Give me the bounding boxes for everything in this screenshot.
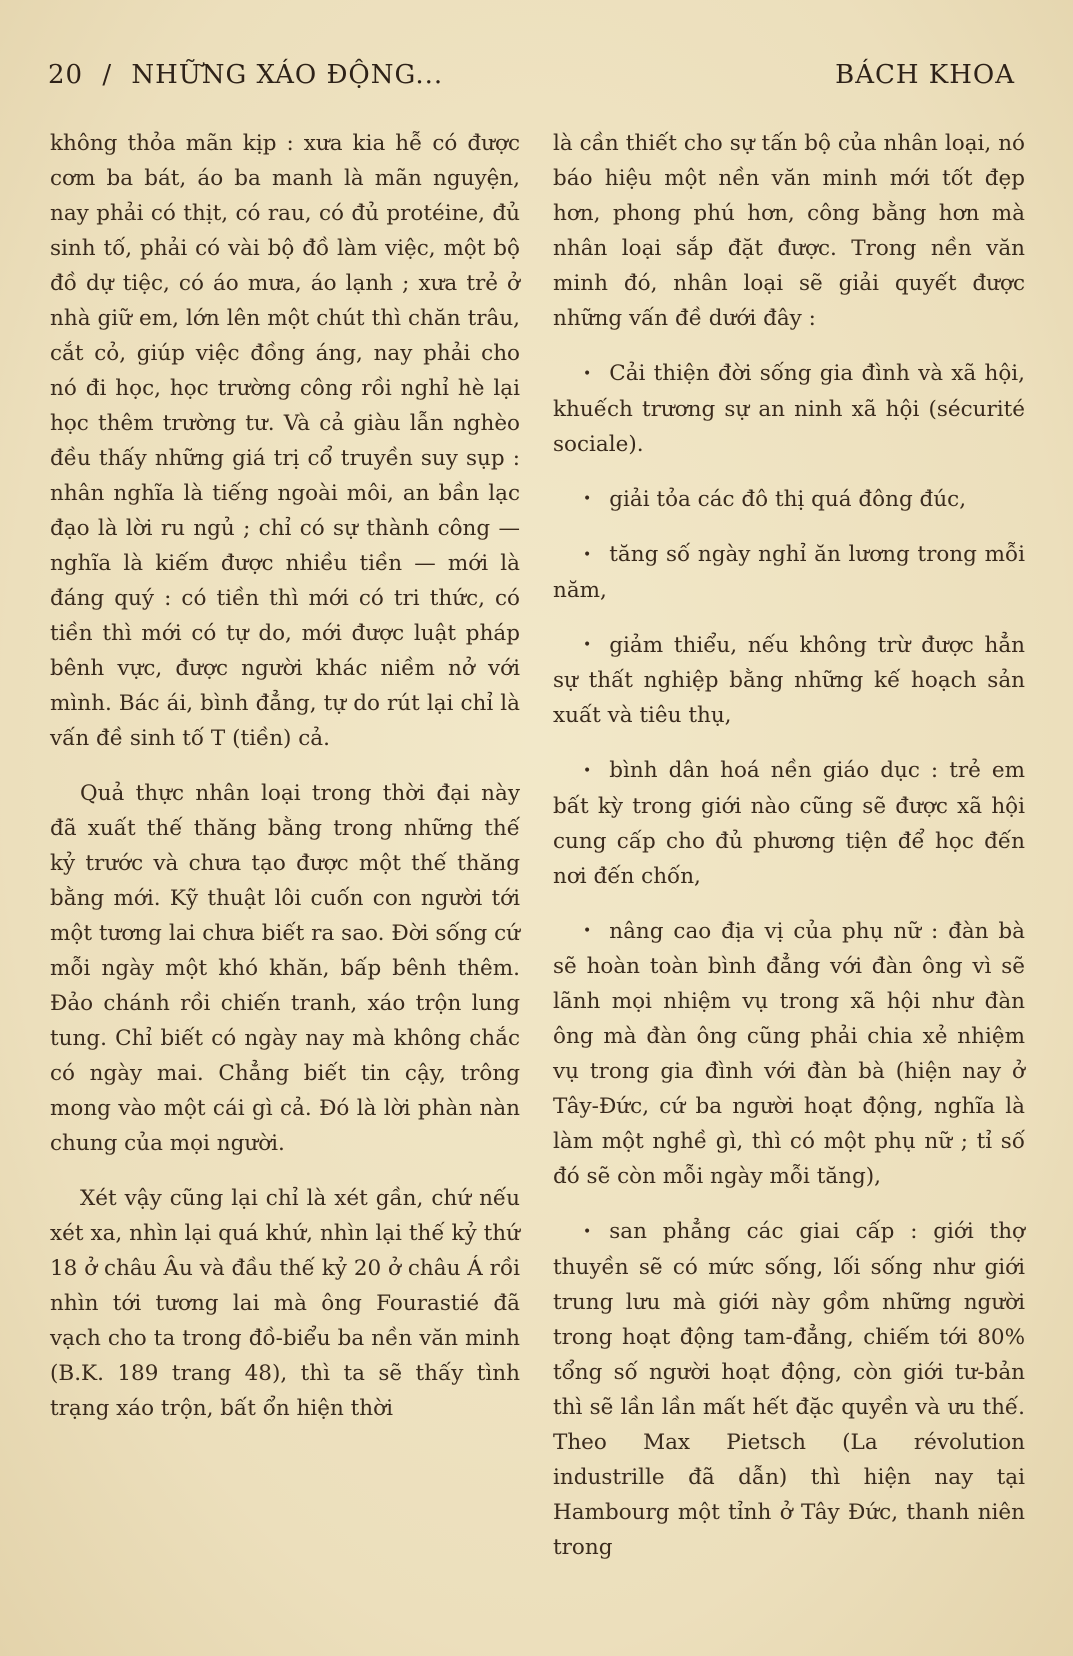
list-item-text: san phẳng các giai cấp : giới thợ thuyền sẽ có mức sống, lối sống như giới trung lưu mà giới này gồm những người trong hoạt động tam-đẳng, chiếm tới 80% tổng số người hoạt động, còn giới tư-bản thì sẽ lần lần mất hết đặc quyền và ưu thế. Theo Max Pietsch (La révolution industrille đã dẫn) thì hiện nay tại Hambourg một tỉnh ở Tây Đức, thanh niên trong: [553, 1219, 1025, 1560]
list-item-text: nâng cao địa vị của phụ nữ : đàn bà sẽ hoàn toàn bình đẳng với đàn ông vì sẽ lãnh mọi nhiệm vụ trong xã hội như đàn ông mà đàn ông cũng phải chia xẻ nhiệm vụ trong gia đình với đàn bà (hiện nay ở Tây-Đức, cứ ba người hoạt động, nghĩa là làm một nghề gì, thì có một phụ nữ ; tỉ số đó sẽ còn mỗi ngày mỗi tăng),: [553, 918, 1025, 1189]
list-item-text: giảm thiểu, nếu không trừ được hẳn sự thất nghiệp bằng những kế hoạch sản xuất và tiêu thụ,: [553, 632, 1025, 728]
list-item-text: tăng số ngày nghỉ ăn lương trong mỗi năm,: [553, 542, 1025, 603]
list-item-text: bình dân hoá nền giáo dục : trẻ em bất kỳ trong giới nào cũng sẽ được xã hội cung cấp cho đủ phương tiện để học đến nơi đến chốn,: [553, 758, 1025, 889]
paragraph: Quả thực nhân loại trong thời đại này đã xuất thế thăng bằng trong những thế kỷ trước và chưa tạo được một thế thăng bằng mới. Kỹ thuật lôi cuốn con người tới một tương lai chưa biết ra sao. Đời sống cứ mỗi ngày một khó khăn, bấp bênh thêm. Đảo chánh rồi chiến tranh, xáo trộn lung tung. Chỉ biết có ngày nay mà không chắc có ngày mai. Chẳng biết tin cậy, trông mong vào một cái gì cả. Đó là lời phàn nàn chung của mọi người.: [50, 781, 520, 1156]
list-item: [553, 537, 1025, 608]
bullet-icon: •: [583, 1223, 592, 1240]
list-item: [553, 482, 1025, 518]
bullet-icon: •: [583, 762, 592, 779]
paragraph: Xét vậy cũng lại chỉ là xét gần, chứ nếu xét xa, nhìn lại quá khứ, nhìn lại thế kỷ thứ 18 ở châu Âu và đầu thế kỷ 20 ở châu Á rồi nhìn tới tương lai mà ông Fourastié đã vạch cho ta trong đồ-biểu ba nền văn minh (B.K. 189 trang 48), thì ta sẽ thấy tình trạng xáo trộn, bất ổn hiện thời: [50, 1186, 520, 1421]
list-item-text: Cải thiện đời sống gia đình và xã hội, khuếch trương sự an ninh xã hội (sécurité sociale).: [553, 361, 1025, 457]
bullet-icon: •: [583, 546, 592, 563]
journal-name: BÁCH KHOA: [835, 60, 1015, 90]
running-header: [48, 60, 1015, 100]
running-title: NHỮNG XÁO ĐỘNG...: [131, 60, 444, 90]
paragraph-continued: là cần thiết cho sự tấn bộ của nhân loại, nó báo hiệu một nền văn minh mới tốt đẹp hơn, phong phú hơn, công bằng hơn mà nhân loại sắp đặt được. Trong nền văn minh đó, nhân loại sẽ giải quyết được những vấn đề dưới đây :: [553, 131, 1025, 331]
header-left: [48, 60, 453, 90]
list-item: [553, 914, 1025, 1195]
bullet-icon: •: [583, 491, 592, 507]
list-item: [553, 628, 1025, 734]
list-item: [553, 753, 1025, 894]
right-column: [553, 126, 1025, 1565]
paragraph-continued: không thỏa mãn kịp : xưa kia hễ có được cơm ba bát, áo ba manh là mãn nguyện, nay phải có thịt, có rau, có đủ protéine, đủ sinh tố, phải có vài bộ đồ làm việc, một bộ đồ dự tiệc, có áo mưa, áo lạnh ; xưa trẻ ở nhà giữ em, lớn lên một chút thì chăn trâu, cắt cỏ, giúp việc đồng áng, nay phải cho nó đi học, học trường công rồi nghỉ hè lại học thêm trường tư. Và cả giàu lẫn nghèo đều thấy những giá trị cổ truyền suy sụp : nhân nghĩa là tiếng ngoài môi, an bần lạc đạo là lời ru ngủ ; chỉ có sự thành công — nghĩa là kiếm được nhiều tiền — mới là đáng quý : có tiền thì mới có tri thức, có tiền thì mới có tự do, mới được luật pháp bênh vực, được người khác niềm nở với mình. Bác ái, bình đẳng, tự do rút lại chỉ là vấn đề sinh tố T (tiền) cả.: [50, 131, 520, 751]
list-item: [553, 356, 1025, 462]
left-column: [50, 126, 520, 1426]
list-item: [553, 1214, 1025, 1565]
bullet-icon: •: [583, 923, 592, 939]
page-number: 20: [48, 60, 84, 90]
bullet-icon: •: [583, 365, 592, 382]
header-separator: /: [102, 60, 113, 90]
bullet-icon: •: [583, 637, 592, 653]
list-item-text: giải tỏa các đô thị quá đông đúc,: [609, 486, 967, 512]
